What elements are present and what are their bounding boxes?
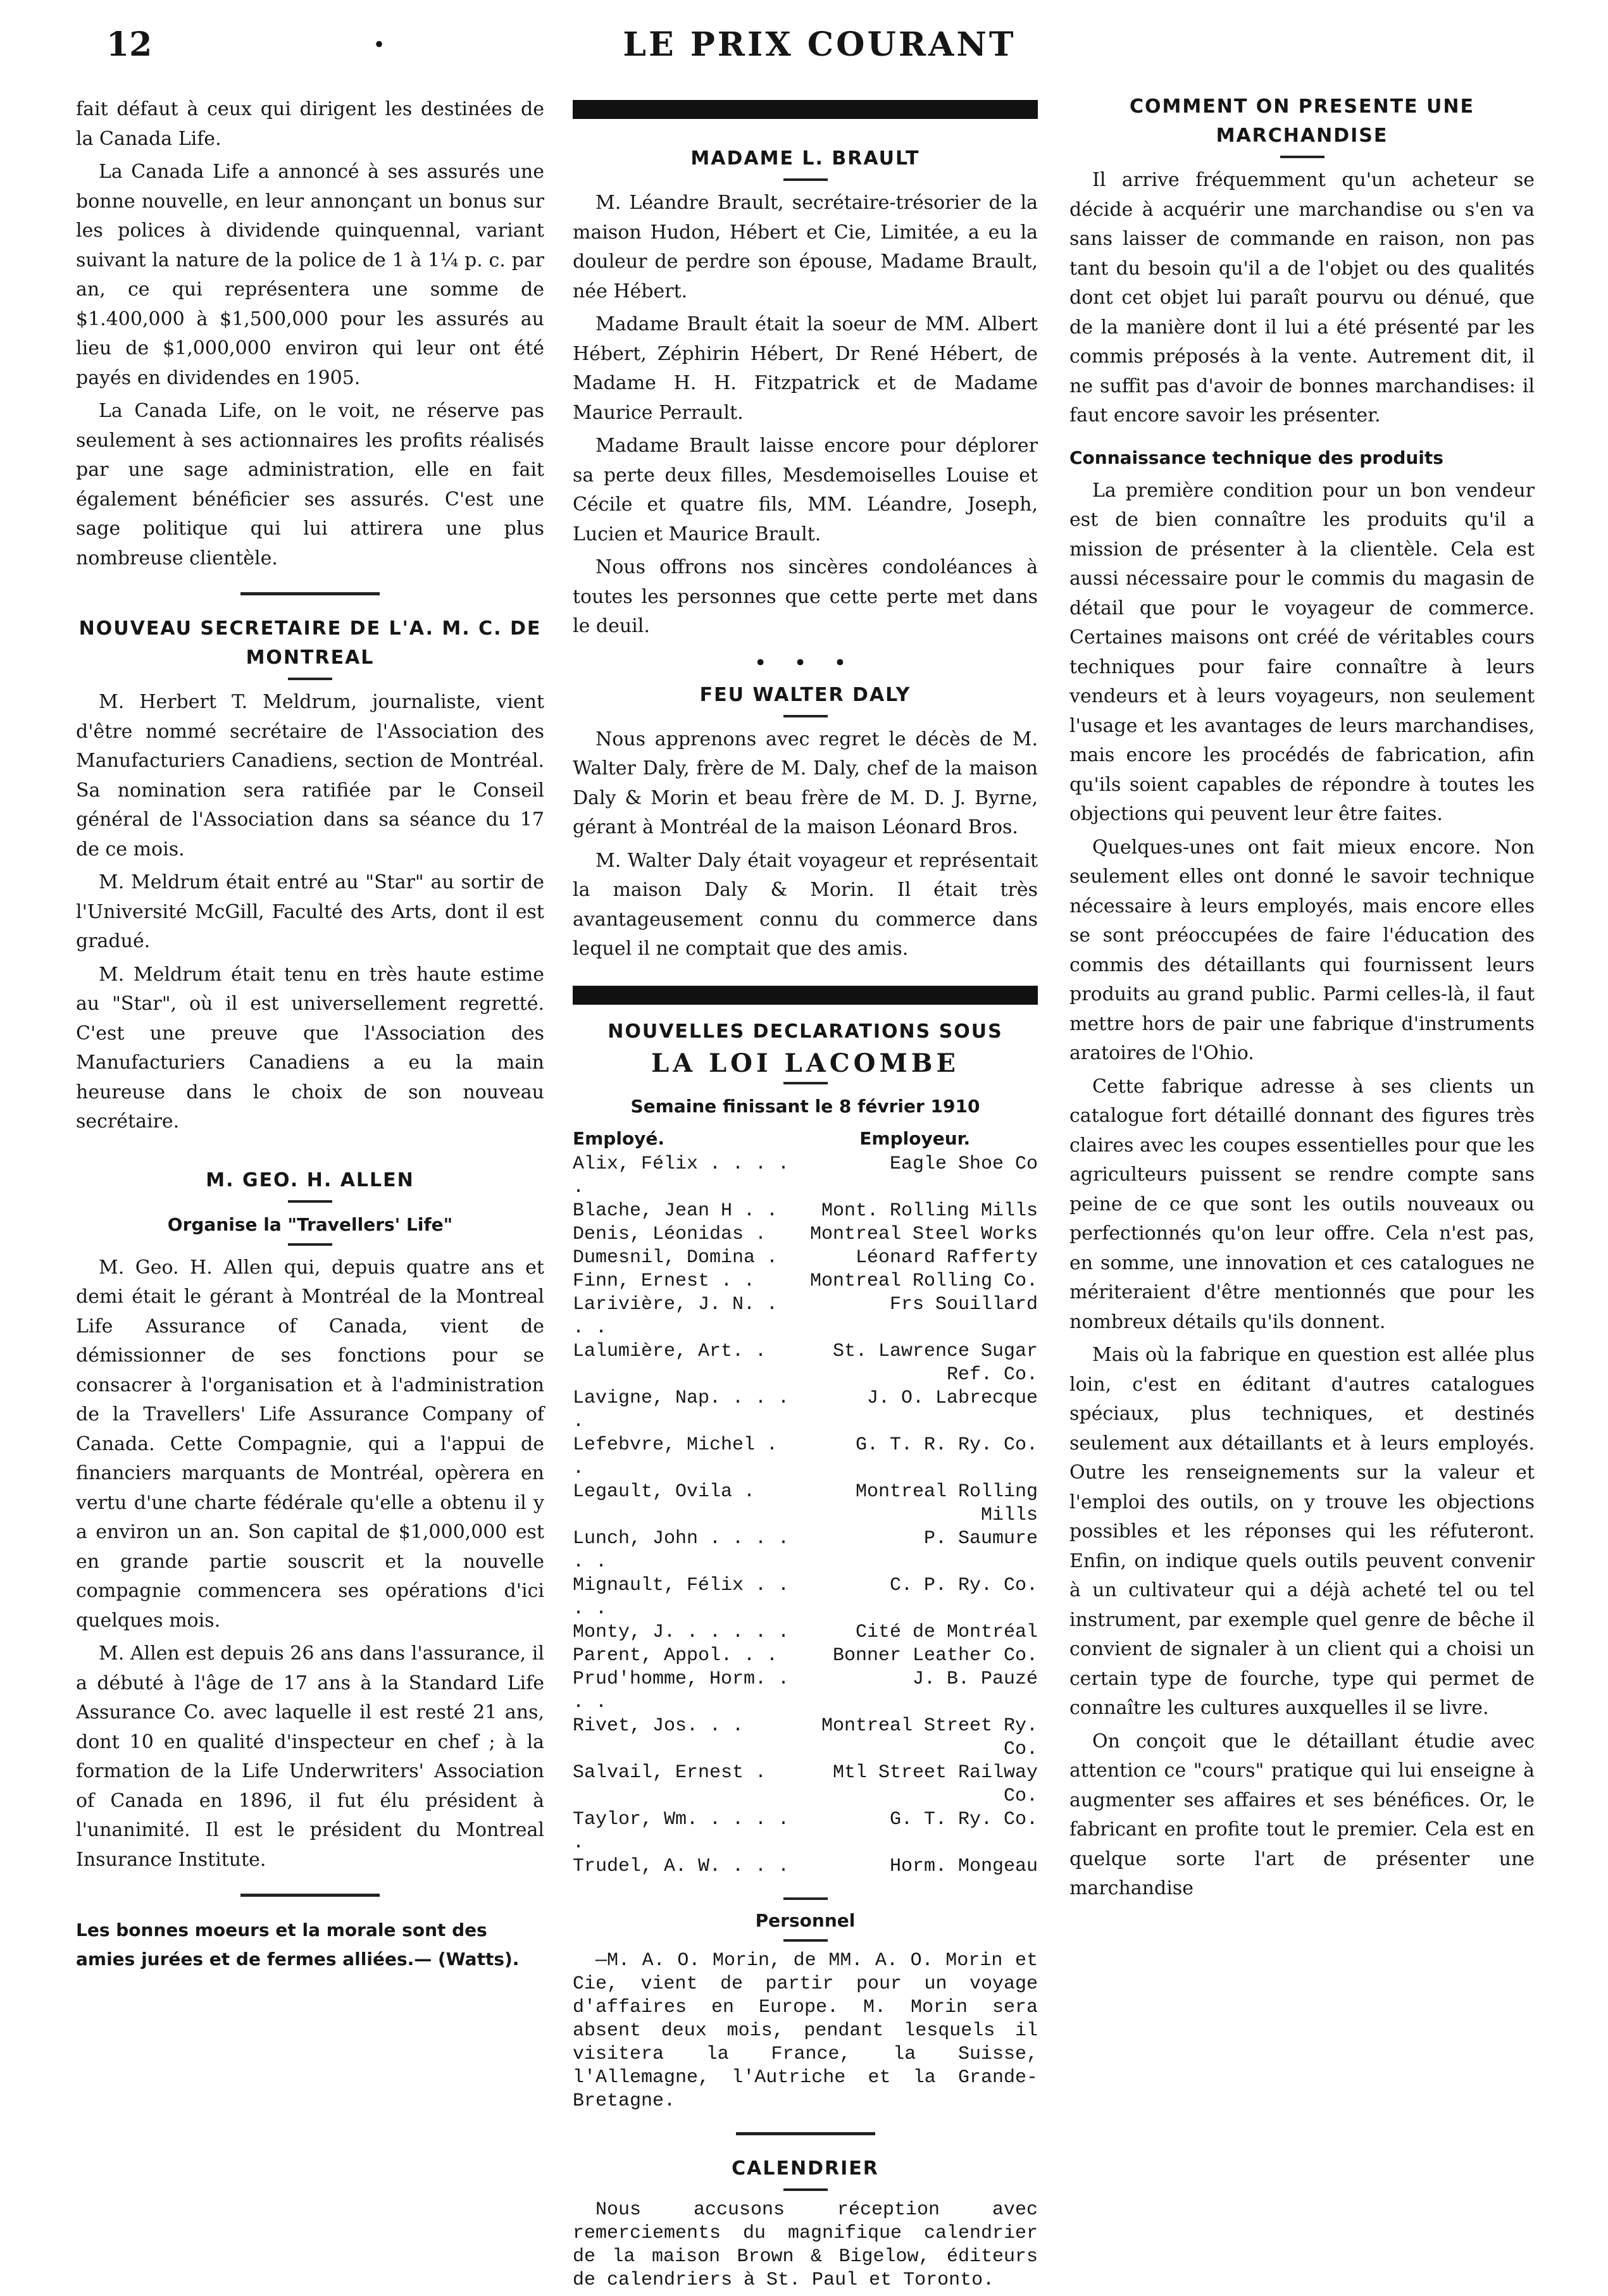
employee-cell: Rivet, Jos. . . [573,1715,744,1737]
article-paragraph: La première condition pour un bon vendeur est de bien connaître les produits qu'il a mission de présenter à la clientèle. Cela est aussi nécessaire pour le commis du magasin de détail que pour le voyageur de commerce. Certaines maisons ont créé de véritables cours techniques pour faire connaître à leurs vendeurs et à leurs voyageurs, non seulement l'usage et les avantages de leurs marchandises, mais encore les procédés de fabrication, afin qu'ils soient capables de répondre à toutes les objections qui peuvent leur être faites. [1069,479,1535,825]
table-row [573,1200,1038,1223]
section-dots: • • • [754,650,857,676]
employee-cell: Blache, Jean H . . [573,1200,778,1222]
employer-cell: Montreal Rolling Co. [809,1270,1038,1292]
article-paragraph: Nous apprenons avec regret le décès de M. Walter Daly, frère de M. Daly, chef de la maison Daly & Morin et beau frère de M. D. J. Byrne, gérant à Montréal de la maison Léonard Bros. [573,728,1038,838]
article-paragraph: M. Geo. H. Allen qui, depuis quatre ans et demi était le gérant à Montréal de la Montreal Life Assurance of Canada, vient de démissionner de ses fonctions pour se consacrer à l'organisation et à l'administration de la Travellers' Life Assurance Company of Canada. Cette Compagnie, qui a l'appui de financiers marquants de Montréal, opèrera en vertu d'une charte fédérale qu'elle a obtenu il y a environ un an. Son capital de $1,000,000 est en grande partie souscrit et la nouvelle compagnie commencera ses opérations d'ici quelques mois. [76,1256,544,1632]
employee-cell: Finn, Ernest . . [573,1270,756,1292]
short-rule [783,715,828,717]
employer-cell: Bonner Leather Co. [832,1644,1038,1666]
section-divider [736,2132,875,2135]
short-rule [288,678,332,680]
employer-cell: J. B. Pauzé [912,1668,1038,1690]
employer-cell: Cité de Montréal [855,1621,1038,1643]
headline-loi-lacombe: LA LOI LACOMBE [651,1048,960,1078]
employer-cell: G. T. R. Ry. Co. [855,1434,1038,1456]
employer-cell: P. Saumure [923,1527,1038,1549]
employee-cell: Legault, Ovila . [573,1480,756,1503]
table-row [573,1340,1038,1387]
article-paragraph: On conçoit que le détaillant étudie avec attention ce "cours" pratique qui lui enseigne à augmenter ses affaires et ses bénéfices. Or, le fabricant en profite tout le premier. Cela est en quelque sorte l'art de présenter une marchandise [1069,1730,1535,1899]
short-rule [288,1200,332,1203]
table-row [573,1387,1038,1434]
table-row [573,1246,1038,1270]
short-rule [1280,156,1324,158]
employee-cell: Taylor, Wm. . . . . . [573,1808,790,1854]
column-3 [1069,95,1535,1908]
table-row [573,1574,1038,1621]
subheadline-connaissance: Connaissance technique des produits [1069,447,1443,468]
short-rule [783,2188,828,2191]
article-paragraph: M. Meldrum était entré au "Star" au sortir de l'Université McGill, Faculté des Arts, dont il est gradué. [76,871,544,952]
short-rule [783,1082,828,1084]
headline-brault: MADAME L. BRAULT [690,147,920,170]
employee-cell: Monty, J. . . . . . [573,1621,790,1643]
header-dot: · [373,25,385,64]
employee-cell: Prud'homme, Horm. . . . [573,1668,790,1713]
employer-cell: Horm. Mongeau [889,1855,1038,1877]
short-rule [783,1939,828,1942]
employee-cell: Mignault, Félix . . . . [573,1574,790,1620]
employer-cell: C. P. Ry. Co. [889,1574,1038,1596]
article-paragraph: Nous accusons réception avec remerciements du magnifique calendrier de la maison Brown & Bigelow, éditeurs de calendriers à St. Paul et Toronto. [573,2199,1038,2291]
section-divider [240,592,380,595]
table-row [573,1153,1038,1200]
short-rule [783,178,828,181]
table-row [573,1527,1038,1574]
table-row [573,1621,1038,1644]
short-rule [288,1243,332,1246]
page-number: 12 [106,25,153,64]
employee-cell: Lefebvre, Michel . . [573,1434,778,1479]
column-header-employe: Employé. [573,1127,665,1149]
page-header [95,25,1544,76]
employee-cell: Salvail, Ernest . [573,1761,767,1784]
employee-cell: Lalumière, Art. . [573,1340,767,1362]
employer-cell: St. Lawrence Sugar Ref. Co. [832,1340,1038,1386]
subheadline-allen: Organise la "Travellers' Life" [167,1213,453,1235]
employer-cell: J. O. Labrecque [866,1387,1038,1409]
column-2 [573,95,1038,2296]
article-paragraph: —M. A. O. Morin, de MM. A. O. Morin et Cie, vient de partir pour un voyage d'affaires en Europe. M. Morin sera absent deux mois, pendant lesquels il visitera la France, la Suisse, l'Allemagne, l'Autriche et la Grande-Bretagne. [573,1949,1038,2112]
section-divider [240,1894,380,1897]
quote-watts: Les bonnes moeurs et la morale sont des amies jurées et de fermes alliées.— (Watts). [76,1920,520,1970]
employee-cell: Parent, Appol. . . [573,1644,778,1666]
article-paragraph: M. Léandre Brault, secrétaire-trésorier de la maison Hudon, Hébert et Cie, Limitée, a eu la douleur de perdre son épouse, Madame Brault, née Hébert. [573,192,1038,302]
table-row [573,1808,1038,1855]
table-row [573,1761,1038,1808]
employer-cell: G. T. Ry. Co. [889,1808,1038,1830]
headline-allen: M. GEO. H. ALLEN [206,1169,414,1191]
headline-daly: FEU WALTER DALY [699,683,911,706]
employer-cell: Mont. Rolling Mills [821,1200,1038,1222]
table-row [573,1644,1038,1668]
employer-cell: Eagle Shoe Co [889,1153,1038,1175]
employee-cell: Denis, Léonidas . [573,1223,767,1245]
employer-cell: Frs Souillard [889,1293,1038,1315]
table-row [573,1223,1038,1246]
article-paragraph: La Canada Life a annoncé à ses assurés une bonne nouvelle, en leur annonçant un bonus sur les polices à dividende quinquennal, variant suivant la nature de la police de 1 à 1¼ p. c. par an, ce qui représentera une somme de $1.400,000 à $1,500,000 pour les assurés au lieu de $1,000,000 environ qui leur ont été payés en dividendes en 1905. [76,161,544,389]
article-paragraph: La Canada Life, on le voit, ne réserve pas seulement à ses actionnaires les profits réalisés par une sage administration, elle en fait également bénéficier ses assurés. C'est une sage politique qui lui attirera une plus nombreuse clientèle. [76,400,544,569]
article-paragraph: Madame Brault était la soeur de MM. Albert Hébert, Zéphirin Hébert, Dr René Hébert, de Madame H. H. Fitzpatrick et de Madame Maurice Perrault. [573,313,1038,424]
employee-cell: Alix, Félix . . . . . [573,1153,790,1198]
table-row [573,1715,1038,1761]
heavy-rule [573,986,1038,1005]
article-paragraph: Mais où la fabrique en question est allée plus loin, c'est en éditant d'autres catalogues spéciaux, plus techniques, et destinés seulement aux détaillants et à leurs employés. Outre les renseignements sur la valeur et l'emploi des outils, on y trouve les objections possibles et les réponses qui les réfuteront. Enfin, on indique quels outils peuvent convenir à un cultivateur qui a déjà acheté tel ou tel instrument, par exemple quel genre de bêche il convient de signaler à un client qui a choisi un certain type de fourche, type qui permet de connaître les cultures auxquelles il se livre. [1069,1344,1535,1719]
table-row [573,1293,1038,1340]
headline-declarations: NOUVELLES DECLARATIONS SOUS [608,1020,1003,1043]
headline-calendrier: CALENDRIER [732,2157,879,2180]
table-row [573,1668,1038,1715]
declarations-table [573,1125,1038,1878]
short-rule [783,1897,828,1900]
employer-cell: Montreal Steel Works [809,1223,1038,1245]
publication-title: LE PRIX COURANT [623,25,1016,64]
heavy-rule [573,100,1038,119]
article-paragraph: M. Herbert T. Meldrum, journaliste, vient d'être nommé secrétaire de l'Association des Manufacturiers Canadiens, section de Montréal. Sa nomination sera ratifiée par le Conseil général de l'Association dans sa séance du 17 de ce mois. [76,691,544,860]
employee-cell: Trudel, A. W. . . . [573,1855,790,1877]
table-row [573,1434,1038,1480]
article-paragraph: Il arrive fréquemment qu'un acheteur se décide à acquérir une marchandise ou s'en va sans laisser de commande en raison, non pas tant du besoin qu'il a de l'objet ou des qualités dont cet objet lui paraît pourvu ou dénué, que de la manière dont il lui a été présenté par les commis préposés à la vente. Autrement dit, il ne suffit pas d'avoir de bonnes marchandises: il faut encore savoir les présenter. [1069,169,1535,426]
column-header-employeur: Employeur. [859,1127,971,1149]
employer-cell: Montreal Rolling Mills [855,1480,1038,1526]
employee-cell: Larivière, J. N. . . . [573,1293,778,1339]
week-line: Semaine finissant le 8 février 1910 [630,1095,980,1117]
headline-meldrum: NOUVEAU SECRETAIRE DE L'A. M. C. DE MONTREAL [78,617,542,669]
employee-cell: Dumesnil, Domina . [573,1246,778,1269]
article-paragraph: fait défaut à ceux qui dirigent les destinées de la Canada Life. [76,98,544,150]
table-row [573,1855,1038,1878]
employee-cell: Lunch, John . . . . . . [573,1527,790,1573]
headline-comment: COMMENT ON PRESENTE UNE MARCHANDISE [1130,96,1474,147]
table-header-row [573,1125,1038,1153]
employer-cell: Mtl Street Railway Co. [832,1761,1038,1807]
headline-personnel: Personnel [755,1909,856,1931]
employer-cell: Montreal Street Ry. Co. [821,1715,1038,1760]
article-paragraph: Madame Brault laisse encore pour déplorer sa perte deux filles, Mesdemoiselles Louise et Cécile et quatre fils, MM. Léandre, Joseph, Lucien et Maurice Brault. [573,435,1038,545]
article-paragraph: M. Meldrum était tenu en très haute estime au "Star", où il est universellement regretté. C'est une preuve que l'Association des Manufacturiers Canadiens a eu la main heureuse dans le choix de son nouveau secrétaire. [76,963,544,1132]
table-row [573,1270,1038,1293]
article-paragraph: M. Walter Daly était voyageur et représentait la maison Daly & Morin. Il était très avantageusement connu du commerce dans lequel il ne comptait que des amis. [573,849,1038,960]
employer-cell: Léonard Rafferty [855,1246,1038,1269]
table-row [573,1480,1038,1527]
column-1 [76,95,544,1974]
article-paragraph: Cette fabrique adresse à ses clients un catalogue fort détaillé donnant des figures très claires avec les coupes essentielles pour que les agriculteurs puissent se rendre compte sans peine de ce que sont les outils nouveaux ou perfectionnés qu'on leur offre. Cela n'est pas, en somme, une innovation et ces catalogues ne mériteraient d'être mentionnés que pour les nombreux détails qu'ils donnent. [1069,1075,1535,1333]
article-paragraph: Quelques-unes ont fait mieux encore. Non seulement elles ont donné le savoir technique nécessaire à leurs employés, mais encore elles se sont préoccupées de faire l'éducation des commis des détaillants qui fournissent leurs produits au grand public. Parmi celles-là, il faut mettre hors de pair une fabrique d'instruments aratoires de l'Ohio. [1069,836,1535,1064]
employee-cell: Lavigne, Nap. . . . . [573,1387,790,1432]
article-paragraph: Nous offrons nos sincères condoléances à toutes les personnes que cette perte met dans le deuil. [573,556,1038,637]
article-paragraph: M. Allen est depuis 26 ans dans l'assurance, il a débuté à l'âge de 17 ans à la Standard Life Assurance Co. avec laquelle il est resté 21 ans, dont 10 en qualité d'inspecteur en chef ; à la formation de la Life Underwriters' Association of Canada en 1896, il fut élu président à l'unanimité. Il est le président du Montreal Insurance Institute. [76,1642,544,1871]
